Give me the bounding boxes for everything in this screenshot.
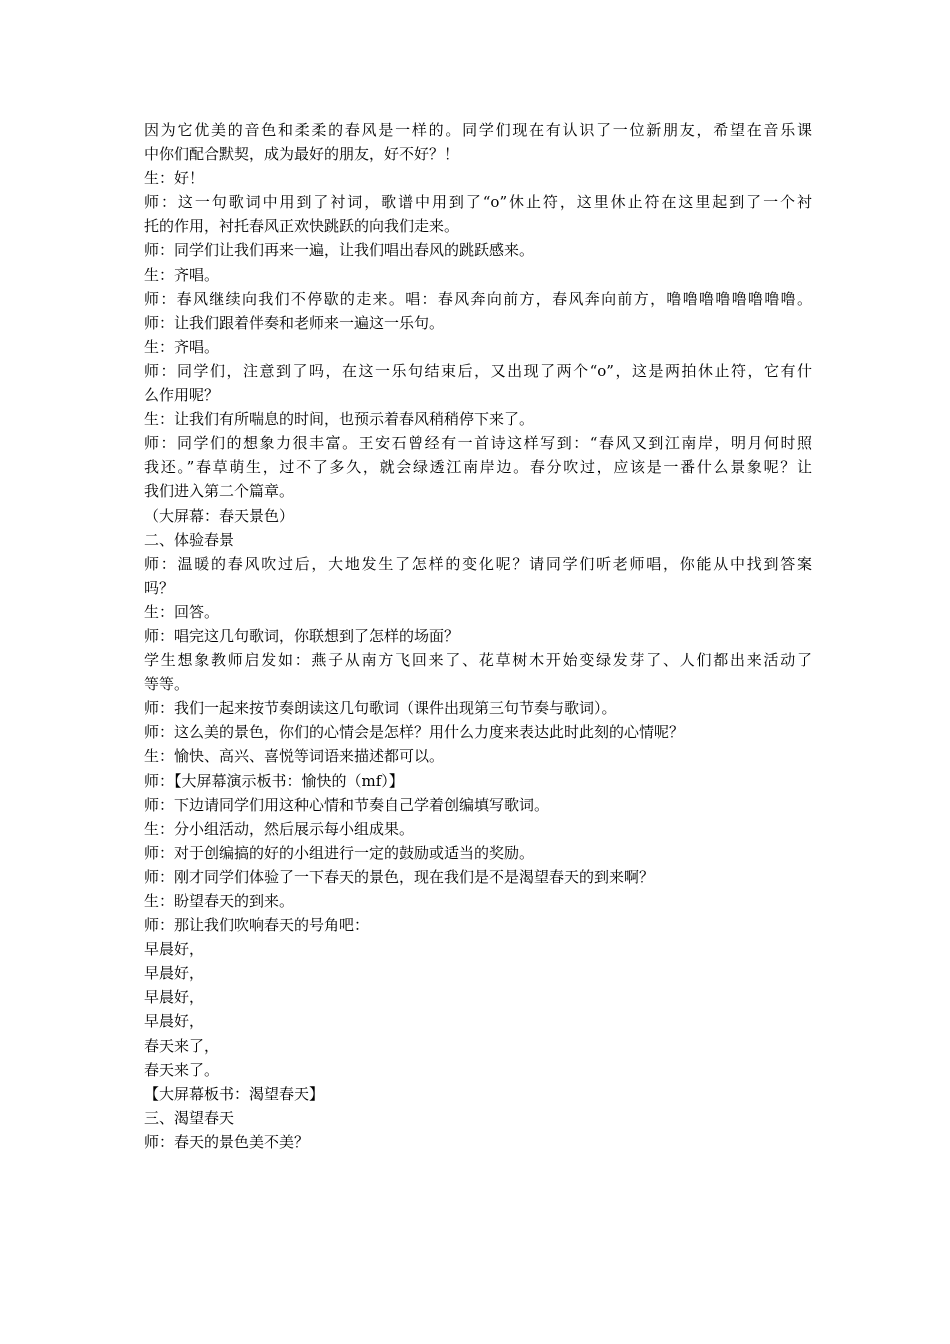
text-line: 中你们配合默契，成为最好的朋友，好不好？！ [144,145,460,164]
text-line: 早晨好， [144,988,205,1007]
text-line: 托的作用，衬托春风正欢快跳跃的向我们走来。 [144,217,460,236]
text-line: 生：好！ [144,169,205,188]
text-line: 生：盼望春天的到来。 [144,892,295,910]
text-line: 生：愉快、高兴、喜悦等词语来描述都可以。 [144,747,445,766]
text-line: 师：【大屏幕演示板书：愉快的（mf）】 [144,771,404,790]
text-line: 我还。”春草萌生，过不了多久，就会绿透江南岸边。春分吹过，应该是一番什么景象呢？让 [144,458,812,477]
text-line: 吗？ [144,578,175,597]
text-line: 三、渴望春天 [144,1108,235,1127]
text-line: 师：这么美的景色，你们的心情会是怎样？用什么力度来表达此时此刻的心情呢？ [144,723,685,742]
text-line: 师：春天的景色美不美？ [144,1132,310,1151]
text-line: 早晨好， [144,964,205,983]
text-line: 早晨好， [144,940,205,959]
text-line: 春天来了。 [144,1060,220,1079]
text-line: 师：刚才同学们体验了一下春天的景色，现在我们是不是渴望春天的到来啊？ [144,867,655,886]
text-line: 【大屏幕板书：渴望春天】 [144,1084,325,1103]
document-page [144,118,812,1154]
text-line: 学生想象教师启发如：燕子从南方飞回来了、花草树木开始变绿发芽了、人们都出来活动了 [144,651,812,670]
text-line: 二、体验春景 [144,530,235,549]
text-line: 我们进入第二个篇章。 [144,482,295,501]
text-line: 师：温暖的春风吹过后，大地发生了怎样的变化呢？请同学们听老师唱，你能从中找到答案 [144,554,812,573]
text-line: 生：分小组活动，然后展示每小组成果。 [144,819,415,838]
text-line: （大屏幕：春天景色） [144,506,295,525]
text-line: 师：让我们跟着伴奏和老师来一遍这一乐句。 [144,313,445,332]
text-line: 师：同学们，注意到了吗，在这一乐句结束后，又出现了两个“o”，这是两拍休止符，它有什 [144,361,812,380]
text-line: 师：下边请同学们用这种心情和节奏自己学着创编填写歌词。 [144,795,550,814]
text-line: 师：同学们的想象力很丰富。王安石曾经有一首诗这样写到：“春风又到江南岸，明月何时照 [144,434,812,453]
text-line: 师：这一句歌词中用到了衬词，歌谱中用到了“o”休止符，这里休止符在这里起到了一个衬 [144,193,812,212]
text-line: 么作用呢？ [144,386,220,405]
text-line: 生：回答。 [144,602,220,621]
text-line: 师：那让我们吹响春天的号角吧： [144,916,370,935]
text-line: 师：我们一起来按节奏朗读这几句歌词（课件出现第三句节奏与歌词）。 [144,699,617,718]
text-line: 师：对于创编搞的好的小组进行一定的鼓励或适当的奖励。 [144,843,535,862]
text-line: 师：唱完这几句歌词，你联想到了怎样的场面？ [144,626,460,645]
text-line: 因为它优美的音色和柔柔的春风是一样的。同学们现在有认识了一位新朋友，希望在音乐课 [144,121,812,139]
text-line: 春天来了， [144,1036,220,1055]
text-line: 师：同学们让我们再来一遍，让我们唱出春风的跳跃感来。 [144,241,535,260]
text-line: 早晨好， [144,1012,205,1031]
text-line: 生：齐唱。 [144,265,220,284]
text-line: 生：齐唱。 [144,337,220,356]
text-line: 师：春风继续向我们不停歇的走来。唱：春风奔向前方，春风奔向前方，噜噜噜噜噜噜噜噜。 [144,289,812,308]
text-line: 等等。 [144,675,190,694]
text-line: 生：让我们有所喘息的时间，也预示着春风稍稍停下来了。 [144,410,535,429]
